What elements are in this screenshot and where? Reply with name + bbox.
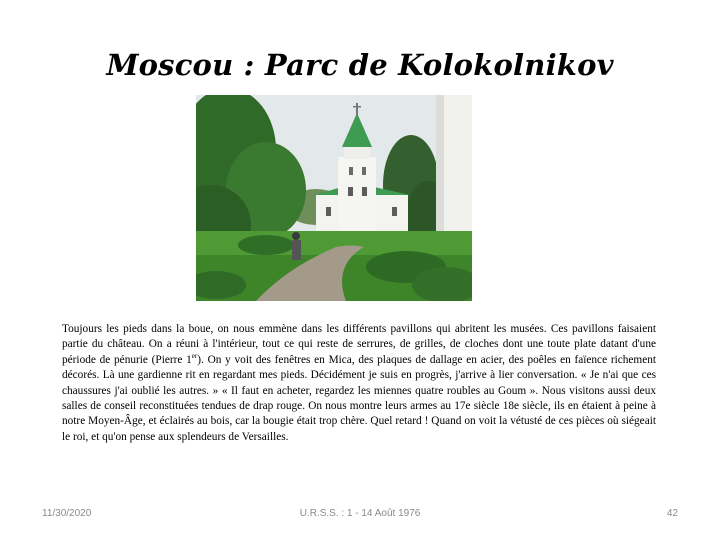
body-text-part-2: ). On y voit des fenêtres en Mica, des plaques de dallage en acier, des poêles en faïence richement décorés. Là une gardienne rit en regardant mes pieds. Décidément je suis en progrès, j'arrive à lier conversation. « Je n'ai que ces chaussures j'ai oublié les autres. » « Il faut en acheter, regardez les miennes quatre roubles au Goum ». Nous visitons aussi deux salles de conseil reconstituées tendues de drap rouge. On nous montre leurs armes au 17e siècle 18e siècle, ils en étaient à peine à notre Moyen-Âge, et éclairés au bois, car la bougie était trop chère. Quel retard ! Quand on voit la vétusté de ces pièces où siégeait le roi, et qu'on pense aux splendeurs de Versailles. <box>62 353 657 443</box>
body-text <box>62 322 656 445</box>
footer-date: 11/30/2020 <box>42 508 92 519</box>
body-text-part-1: Toujours les pieds dans la boue, on nous emmène dans les différents pavillons qui abritent les musées. Ces pavillons faisaient partie du château. On a réuni à l'intérieur, tout ce qui reste de serrures, de grilles, de cloches dont une toute plate datant d'une période de pénurie (Pierre 1 <box>62 323 656 366</box>
superscript: er <box>191 352 198 361</box>
slide-title: Moscou : Parc de Kolokolnikov <box>106 48 614 82</box>
church-photo <box>196 95 472 301</box>
footer-center-text: U.R.S.S. : 1 - 14 Août 1976 <box>299 508 421 519</box>
page-number: 42 <box>666 508 678 519</box>
